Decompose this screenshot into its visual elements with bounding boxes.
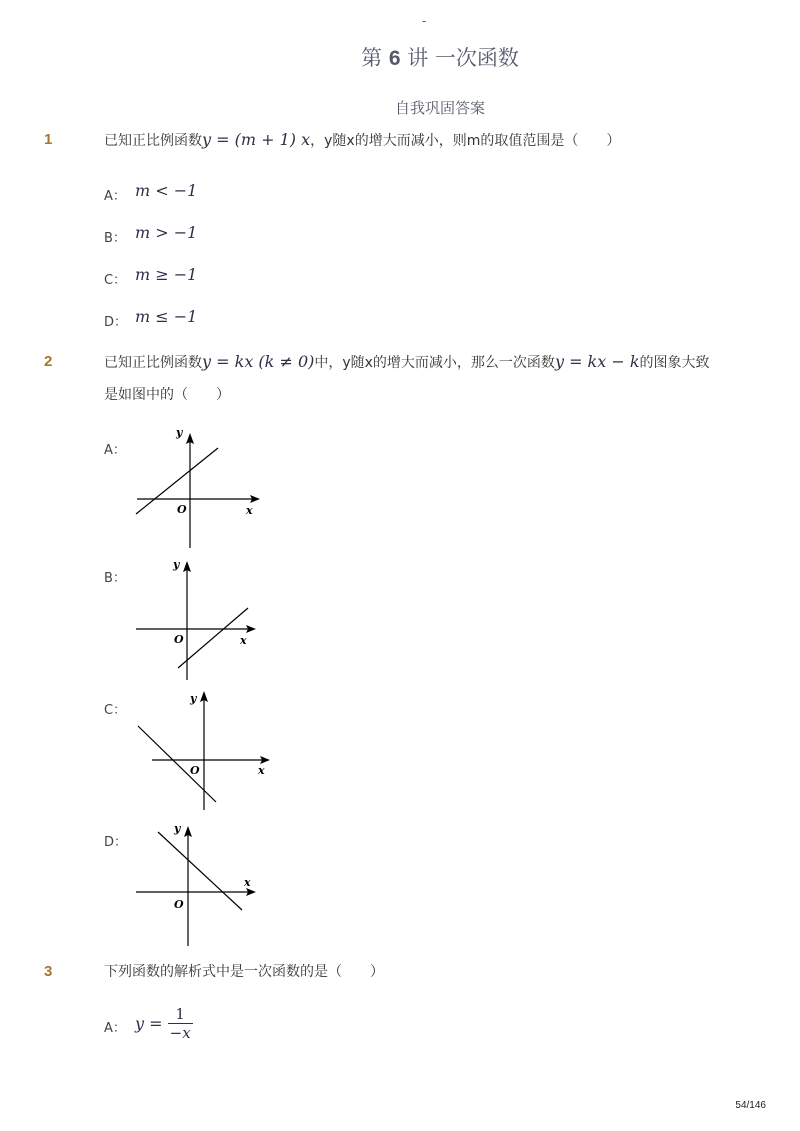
title-number: 6	[388, 47, 401, 70]
q2-math-a: y = kx (k ≠ 0)	[202, 352, 315, 371]
axis-label-y: y	[190, 692, 197, 705]
page-subtitle: 自我巩固答案	[394, 99, 485, 117]
axis-label-x: x	[258, 764, 265, 777]
origin-label: O	[174, 633, 184, 646]
axis-label-x: x	[240, 634, 247, 647]
page-number: 54/146	[735, 1100, 766, 1111]
origin-label: O	[174, 898, 184, 911]
q1-option-d-math[interactable]: m ≤ −1	[135, 307, 198, 326]
q1-option-d-label[interactable]: D：	[104, 315, 128, 330]
q2-text-b: 中，y随x的增大而减小，那么一次函数	[314, 355, 555, 371]
q1-option-b-math[interactable]: m > −1	[135, 223, 198, 242]
q2-option-c-graph[interactable]	[132, 688, 277, 816]
q2-option-d-label[interactable]: D：	[104, 835, 128, 850]
q1-text-b: ，y随x的增大而减小，则m的取值范围是（ ）	[310, 133, 621, 149]
axis-label-x: x	[244, 876, 251, 889]
q3-option-a-label[interactable]: A：	[104, 1021, 126, 1036]
question-2-text	[104, 346, 724, 411]
q3-numerator: 1	[168, 1005, 193, 1024]
q3-option-a-math[interactable]	[135, 1005, 193, 1042]
question-1-number: 1	[44, 131, 53, 148]
question-3-number: 3	[44, 963, 53, 980]
title-prefix: 第	[361, 46, 383, 70]
header-dash: -	[422, 14, 427, 28]
q2-option-b-graph[interactable]	[132, 556, 267, 686]
q2-text-a: 已知正比例函数	[104, 355, 202, 371]
q1-option-c-math[interactable]: m ≥ −1	[135, 265, 198, 284]
axis-label-y: y	[174, 822, 181, 835]
q1-option-a-label[interactable]: A：	[104, 189, 126, 204]
q2-option-b-label[interactable]: B：	[104, 571, 126, 586]
q2-text-d: 是如图中的（ ）	[104, 387, 230, 403]
title-suffix: 讲 一次函数	[407, 46, 519, 70]
q3-fraction	[168, 1005, 193, 1042]
q2-text-c: 的图象大致	[639, 355, 710, 371]
q3-denominator: −x	[169, 1024, 191, 1042]
axis-label-y: y	[176, 428, 183, 439]
q2-option-d-graph[interactable]	[132, 820, 267, 952]
q1-option-b-label[interactable]: B：	[104, 231, 126, 246]
origin-label: O	[190, 764, 200, 777]
q1-math: y = (m + 1) x	[202, 130, 311, 149]
question-3-text: 下列函数的解析式中是一次函数的是（ ）	[104, 964, 384, 980]
q2-option-a-graph[interactable]	[132, 428, 267, 554]
origin-label: O	[177, 503, 187, 516]
page-title	[0, 42, 800, 72]
q1-option-a-math[interactable]: m < −1	[135, 181, 198, 200]
q2-math-b: y = kx − k	[554, 352, 640, 371]
q1-option-c-label[interactable]: C：	[104, 273, 127, 288]
axis-label-y: y	[173, 558, 180, 571]
question-1-text	[104, 124, 724, 157]
q3-math-lhs: y =	[135, 1014, 163, 1033]
q2-option-a-label[interactable]: A：	[104, 443, 126, 458]
q1-text-a: 已知正比例函数	[104, 133, 202, 149]
axis-label-x: x	[246, 504, 253, 517]
question-2-number: 2	[44, 353, 53, 370]
q2-option-c-label[interactable]: C：	[104, 703, 127, 718]
